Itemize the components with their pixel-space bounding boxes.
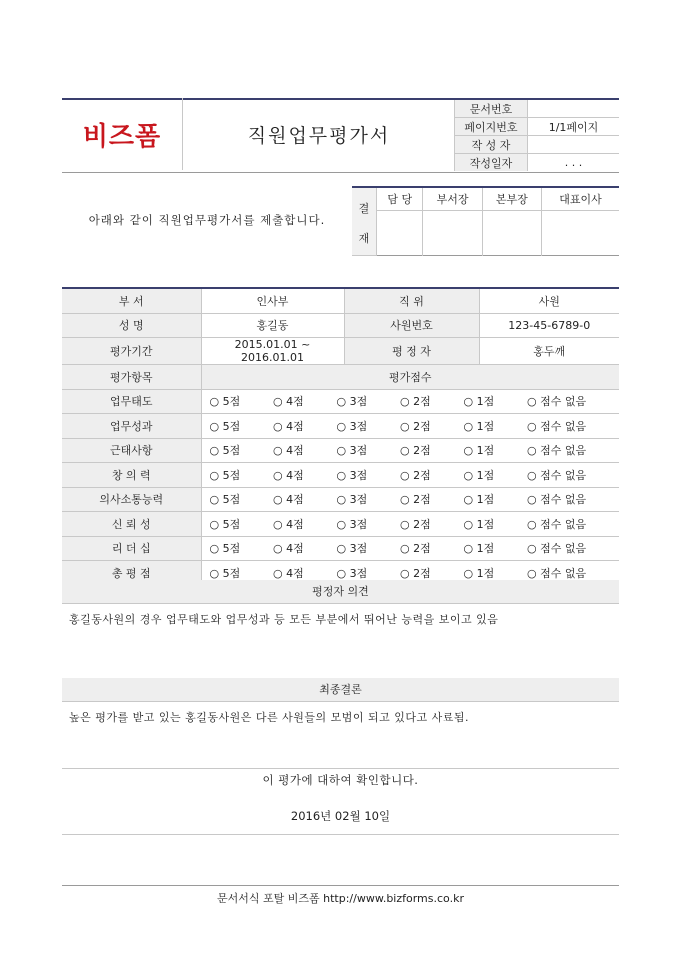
score-item-label: 의사소통능력 (62, 487, 201, 512)
meta-label: 작성일자 (455, 154, 528, 172)
score-rows (62, 389, 619, 585)
score-radio-option[interactable]: ○ 점수 없음 (527, 517, 587, 531)
footer-text: 문서서식 포탈 비즈폼 http://www.bizforms.co.kr (217, 892, 464, 905)
info-row-dept (62, 288, 619, 313)
position-value[interactable]: 사원 (479, 288, 619, 313)
score-radio-option[interactable]: ○ 2점 (400, 395, 431, 409)
score-radio-option[interactable]: ○ 4점 (273, 395, 304, 409)
emp-no-label: 사원번호 (344, 313, 479, 338)
final-header: 최종결론 (62, 678, 619, 702)
score-header-row (62, 365, 619, 390)
evaluation-table (62, 287, 619, 586)
score-radio-option[interactable]: ○ 1점 (463, 493, 495, 507)
approval-signature-row (352, 211, 619, 256)
score-radio-option[interactable]: ○ 5점 (209, 493, 241, 507)
item-header: 평가항목 (62, 365, 201, 390)
position-label: 직 위 (344, 288, 479, 313)
score-radio-option[interactable]: ○ 2점 (400, 493, 431, 507)
meta-row-author (455, 136, 620, 154)
score-item-label: 창 의 력 (62, 463, 201, 488)
meta-value[interactable]: 1/1페이지 (528, 118, 620, 136)
final-text[interactable]: 높은 평가를 받고 있는 홍길동사원은 다른 사원들의 모범이 되고 있다고 사료됨. (69, 711, 469, 724)
dept-value[interactable]: 인사부 (201, 288, 344, 313)
meta-value[interactable] (528, 136, 620, 154)
score-radio-option[interactable]: ○ 2점 (400, 517, 431, 531)
score-radio-option[interactable]: ○ 3점 (336, 566, 368, 580)
footer-divider (62, 885, 619, 886)
confirm-date[interactable]: 2016년 02월 10일 (290, 809, 391, 823)
score-radio-option[interactable]: ○ 4점 (273, 517, 304, 531)
score-radio-option[interactable]: ○ 5점 (209, 468, 241, 482)
meta-value[interactable] (528, 100, 620, 118)
score-radio-option[interactable]: ○ 3점 (336, 468, 368, 482)
score-radio-option[interactable]: ○ 2점 (400, 468, 431, 482)
document-title: 직원업무평가서 (182, 98, 455, 170)
bizform-logo: 비즈폼 (82, 121, 162, 152)
score-radio-option[interactable]: ○ 점수 없음 (527, 444, 587, 458)
score-radio-option[interactable]: ○ 4점 (273, 493, 304, 507)
score-radio-option[interactable]: ○ 3점 (336, 542, 368, 556)
score-radio-option[interactable]: ○ 5점 (209, 444, 241, 458)
score-row (62, 512, 619, 537)
score-radio-option[interactable]: ○ 2점 (400, 542, 431, 556)
meta-row-doc-no (455, 100, 620, 118)
approval-col-dept-head: 부서장 (423, 187, 482, 211)
meta-value[interactable]: . . . (564, 156, 583, 169)
score-options (201, 487, 619, 512)
score-options (201, 389, 619, 414)
signature-cell-dept-head[interactable] (423, 211, 482, 256)
score-item-label: 근태사항 (62, 438, 201, 463)
score-radio-option[interactable]: ○ 점수 없음 (527, 419, 587, 433)
score-radio-option[interactable]: ○ 5점 (209, 395, 241, 409)
meta-row-date (455, 154, 620, 172)
approval-col-ceo: 대표이사 (541, 187, 619, 211)
score-radio-option[interactable]: ○ 3점 (336, 444, 368, 458)
score-radio-option[interactable]: ○ 2점 (400, 419, 431, 433)
meta-row-page (455, 118, 620, 136)
period-value[interactable]: 2015.01.01 ~ 2016.01.01 (201, 338, 344, 365)
info-row-period (62, 338, 619, 365)
approval-label-bottom: 재 (358, 231, 370, 245)
evaluator-label: 평 정 자 (344, 338, 479, 365)
score-row (62, 389, 619, 414)
score-item-label: 업무태도 (62, 389, 201, 414)
score-options (201, 463, 619, 488)
score-row (62, 438, 619, 463)
opinion-text[interactable]: 홍길동사원의 경우 업무태도와 업무성과 등 모든 부분에서 뛰어난 능력을 보이고 있음 (69, 613, 499, 626)
signature-cell-staff[interactable] (377, 211, 423, 256)
score-radio-option[interactable]: ○ 4점 (273, 419, 304, 433)
score-item-label: 신 뢰 성 (62, 512, 201, 537)
score-radio-option[interactable]: ○ 점수 없음 (527, 468, 587, 482)
score-item-label: 리 더 십 (62, 536, 201, 561)
opinion-header: 평정자 의견 (62, 580, 619, 604)
score-radio-option[interactable]: ○ 1점 (463, 566, 495, 580)
score-radio-option[interactable]: ○ 1점 (463, 444, 495, 458)
approval-col-staff: 담 당 (377, 187, 423, 211)
score-radio-option[interactable]: ○ 점수 없음 (527, 566, 587, 580)
evaluator-value[interactable]: 홍두깨 (479, 338, 619, 365)
score-item-label: 총 평 점 (62, 561, 201, 586)
score-radio-option[interactable]: ○ 1점 (463, 395, 495, 409)
name-value[interactable]: 홍길동 (201, 313, 344, 338)
score-radio-option[interactable]: ○ 4점 (273, 444, 304, 458)
score-radio-option[interactable]: ○ 1점 (463, 468, 495, 482)
divider (62, 768, 619, 769)
score-radio-option[interactable]: ○ 점수 없음 (527, 542, 587, 556)
score-item-label: 업무성과 (62, 414, 201, 439)
signature-cell-ceo[interactable] (541, 211, 619, 256)
approval-label-top: 결 (358, 201, 370, 215)
score-radio-option[interactable]: ○ 점수 없음 (527, 493, 587, 507)
confirm-statement: 이 평가에 대하여 확인합니다. (262, 773, 419, 787)
score-radio-option[interactable]: ○ 4점 (273, 468, 304, 482)
score-radio-option[interactable]: ○ 1점 (463, 419, 495, 433)
score-radio-option[interactable]: ○ 2점 (400, 444, 431, 458)
approval-col-division-head: 본부장 (482, 187, 541, 211)
score-options (201, 512, 619, 537)
score-radio-option[interactable]: ○ 1점 (463, 542, 495, 556)
score-radio-option[interactable]: ○ 4점 (273, 566, 304, 580)
info-row-name (62, 313, 619, 338)
approval-box (352, 186, 619, 256)
score-radio-option[interactable]: ○ 3점 (336, 419, 368, 433)
name-label: 성 명 (62, 313, 201, 338)
divider (62, 834, 619, 835)
score-radio-option[interactable]: ○ 5점 (209, 517, 241, 531)
score-header: 평가점수 (201, 365, 619, 390)
submit-statement: 아래와 같이 직원업무평가서를 제출합니다. (88, 213, 326, 227)
score-radio-option[interactable]: ○ 4점 (273, 542, 304, 556)
dept-label: 부 서 (62, 288, 201, 313)
score-options (201, 536, 619, 561)
score-radio-option[interactable]: ○ 3점 (336, 395, 368, 409)
score-radio-option[interactable]: ○ 5점 (209, 566, 241, 580)
score-row (62, 487, 619, 512)
document-meta-table (454, 100, 619, 171)
score-radio-option[interactable]: ○ 5점 (209, 419, 241, 433)
meta-label: 페이지번호 (455, 118, 528, 136)
meta-label: 문서번호 (455, 100, 528, 118)
period-label: 평가기간 (62, 338, 201, 365)
score-radio-option[interactable]: ○ 5점 (209, 542, 241, 556)
score-radio-option[interactable]: ○ 1점 (463, 517, 495, 531)
score-options (201, 414, 619, 439)
score-radio-option[interactable]: ○ 점수 없음 (527, 395, 587, 409)
meta-label: 작 성 자 (455, 136, 528, 154)
score-radio-option[interactable]: ○ 3점 (336, 517, 368, 531)
score-row (62, 463, 619, 488)
score-row (62, 536, 619, 561)
approval-label (352, 187, 377, 256)
score-radio-option[interactable]: ○ 3점 (336, 493, 368, 507)
score-row (62, 414, 619, 439)
score-options (201, 438, 619, 463)
score-radio-option[interactable]: ○ 2점 (400, 566, 431, 580)
approval-header-row (352, 187, 619, 211)
emp-no-value[interactable]: 123-45-6789-0 (479, 313, 619, 338)
signature-cell-division-head[interactable] (482, 211, 541, 256)
